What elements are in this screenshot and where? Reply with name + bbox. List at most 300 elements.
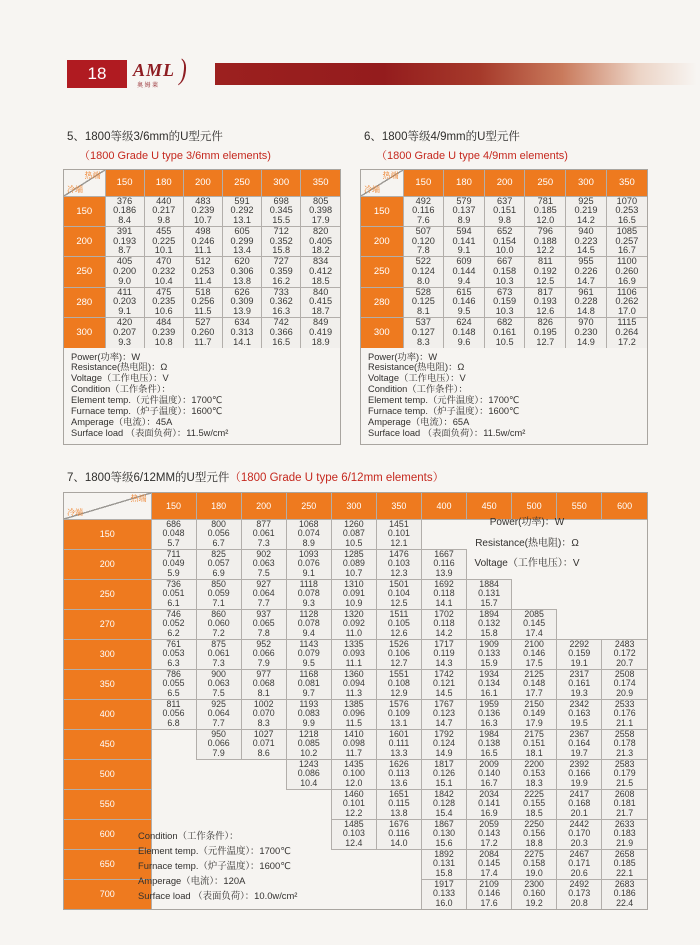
- data-cell: [566, 287, 607, 317]
- row-header: 280: [361, 287, 403, 317]
- cell-value: 0.066: [252, 648, 275, 659]
- cell-value: 0.141: [452, 235, 476, 246]
- data-cell: [262, 196, 301, 226]
- cell-value: 7.9: [212, 747, 225, 758]
- empty-cell: [241, 759, 286, 789]
- cell-value: 796: [537, 226, 553, 236]
- row-header: 500: [64, 759, 151, 789]
- data-cell: [301, 196, 340, 226]
- section-4-9mm-title: 6、1800等级4/9mm的U型元件: [364, 131, 520, 143]
- data-cell: [484, 287, 525, 317]
- cell-value: 1068: [298, 519, 319, 529]
- cell-value: 18.8: [525, 837, 543, 848]
- cell-value: 1526: [389, 639, 409, 649]
- conditions-note: [138, 828, 297, 903]
- cell-value: 9.3: [118, 336, 131, 347]
- data-cell: [301, 318, 340, 348]
- cell-value: 0.168: [568, 798, 591, 809]
- cell-value: 19.5: [570, 717, 588, 728]
- data-cell: [331, 699, 376, 729]
- data-cell: [144, 226, 183, 256]
- data-cell: [331, 609, 376, 639]
- data-cell: [484, 226, 525, 256]
- cold-end-label: 冷端: [364, 184, 380, 194]
- cell-value: 1894: [479, 609, 499, 619]
- data-cell: [602, 759, 647, 789]
- cell-value: 1551: [389, 669, 409, 679]
- cell-value: 1070: [616, 196, 638, 206]
- cell-value: 1100: [617, 256, 637, 267]
- cell-value: 9.0: [118, 275, 131, 286]
- cell-value: 0.262: [615, 296, 639, 307]
- data-cell: [606, 226, 647, 256]
- cell-value: 9.3: [302, 597, 315, 608]
- data-cell: [286, 669, 331, 699]
- data-cell: [525, 226, 566, 256]
- cell-value: 1984: [479, 729, 499, 739]
- cell-value: 673: [496, 287, 513, 297]
- footnote-line: Amperage（电流）：45A: [71, 417, 173, 427]
- cell-value: 1884: [479, 579, 499, 589]
- cell-value: 0.226: [574, 266, 598, 277]
- data-cell: [105, 226, 144, 256]
- cell-value: 7.8: [257, 627, 270, 638]
- empty-cell: [602, 579, 647, 609]
- cell-value: 13.6: [390, 777, 408, 788]
- cell-value: 12.7: [390, 657, 408, 668]
- data-cell: [444, 318, 485, 348]
- footnote-line: Resistance(热电阻)：Ω: [368, 362, 465, 373]
- section-3-6mm: [63, 128, 341, 445]
- data-cell: [444, 287, 485, 317]
- cell-value: 6.8: [167, 717, 180, 728]
- cell-value: 15.7: [480, 597, 498, 608]
- column-header: 550: [557, 493, 602, 519]
- cell-value: 2533: [614, 699, 635, 709]
- cell-value: 6.9: [212, 567, 225, 578]
- cell-value: 17.7: [525, 687, 543, 698]
- cell-value: 2392: [569, 759, 590, 769]
- cell-value: 1676: [389, 819, 409, 829]
- cell-value: 11.5: [345, 717, 363, 728]
- cell-value: 9.5: [457, 306, 471, 317]
- cell-value: 21.1: [616, 717, 634, 728]
- hot-end-label: 热端: [84, 171, 101, 180]
- data-cell: [376, 759, 421, 789]
- cell-value: 0.056: [162, 708, 185, 719]
- data-cell: [105, 257, 144, 287]
- data-cell: [444, 196, 485, 226]
- data-cell: [301, 257, 340, 287]
- cell-value: 800: [211, 519, 226, 529]
- cell-value: 7.3: [212, 657, 225, 668]
- hot-end-label: 热端: [130, 494, 147, 503]
- cell-value: 0.127: [411, 326, 435, 337]
- cell-value: 0.079: [297, 648, 320, 659]
- cell-value: 2125: [524, 669, 544, 679]
- cell-value: 527: [195, 317, 211, 328]
- cell-value: 1692: [434, 579, 454, 589]
- empty-cell: [331, 849, 376, 879]
- cell-value: 0.253: [615, 205, 639, 216]
- cell-value: 746: [166, 609, 181, 619]
- cell-value: 0.158: [523, 858, 546, 869]
- cell-value: 475: [156, 287, 172, 297]
- section-3-6mm-title: 5、1800等级3/6mm的U型元件: [67, 131, 223, 143]
- cell-value: 10.4: [300, 777, 318, 788]
- row-header: 350: [64, 669, 151, 699]
- cell-value: 605: [234, 226, 250, 236]
- cell-value: 0.158: [493, 266, 517, 277]
- table-row: [64, 789, 647, 819]
- cell-value: 925: [578, 196, 594, 206]
- cell-value: 0.141: [478, 798, 501, 809]
- cell-value: 609: [456, 256, 472, 267]
- data-cell: [421, 699, 466, 729]
- cell-value: 9.8: [157, 215, 171, 226]
- cell-value: 626: [234, 287, 250, 297]
- cell-value: 0.076: [297, 558, 320, 569]
- cell-value: 0.128: [433, 798, 456, 809]
- footnote-line: Element temp.（元件温度）：1700℃: [368, 395, 520, 406]
- cell-value: 0.057: [207, 558, 230, 569]
- cell-value: 825: [211, 549, 226, 559]
- cell-value: 0.120: [411, 235, 435, 246]
- cell-value: 2467: [569, 849, 590, 859]
- cell-value: 1842: [434, 789, 454, 799]
- cell-value: 0.151: [493, 205, 517, 216]
- cell-value: 811: [537, 256, 553, 267]
- empty-cell: [151, 789, 196, 819]
- section-3-6mm-subtitle: （1800 Grade U type 3/6mm elements): [79, 150, 271, 162]
- data-cell: [196, 669, 241, 699]
- cell-value: 0.049: [162, 558, 185, 569]
- cell-value: 6.5: [167, 687, 180, 698]
- cell-value: 14.5: [577, 245, 595, 256]
- cell-value: 0.174: [613, 678, 636, 689]
- cell-value: 0.163: [568, 708, 591, 719]
- cell-value: 13.9: [233, 306, 251, 317]
- cell-value: 0.246: [191, 235, 215, 246]
- cell-value: 10.0: [495, 245, 514, 256]
- cell-value: 0.113: [388, 768, 410, 779]
- data-cell: [421, 879, 466, 909]
- cell-value: 0.131: [433, 858, 456, 869]
- cell-value: 2417: [569, 789, 590, 799]
- cell-value: 2608: [614, 789, 635, 799]
- row-header: 150: [64, 196, 105, 226]
- cell-value: 11.4: [194, 275, 212, 286]
- cell-value: 13.3: [390, 747, 408, 758]
- column-header: 200: [484, 170, 525, 196]
- cell-value: 1360: [344, 669, 364, 679]
- cell-value: 391: [116, 226, 133, 236]
- data-cell: [606, 257, 647, 287]
- data-cell: [376, 729, 421, 759]
- column-header: 200: [241, 493, 286, 519]
- condition-line: Element temp.（元件温度）：1700℃: [138, 845, 291, 856]
- cell-value: 2250: [524, 819, 544, 829]
- data-cell: [512, 789, 557, 819]
- cell-value: 0.134: [478, 678, 501, 689]
- cell-value: 637: [496, 196, 513, 206]
- data-cell: [525, 318, 566, 348]
- data-cell: [241, 609, 286, 639]
- cell-value: 877: [256, 519, 272, 529]
- data-cell: [301, 287, 340, 317]
- row-header: 250: [64, 579, 151, 609]
- data-cell: [286, 699, 331, 729]
- cell-value: 0.313: [230, 326, 254, 337]
- cell-value: 12.2: [536, 245, 555, 256]
- table-row: [361, 257, 647, 287]
- condition-line: Furnace temp.（炉子温度）：1600℃: [138, 860, 291, 871]
- data-cell: [557, 699, 602, 729]
- data-cell: [183, 226, 222, 256]
- row-header: 200: [64, 226, 105, 256]
- cell-value: 1792: [434, 729, 454, 739]
- row-header: 150: [64, 519, 151, 549]
- data-cell: [602, 789, 647, 819]
- cell-value: 0.138: [478, 738, 501, 749]
- footnote-line: Surface load （表面负荷）：11.5w/cm²: [71, 427, 229, 438]
- cell-value: 711: [166, 549, 181, 559]
- data-cell: [286, 549, 331, 579]
- column-header: 300: [331, 493, 376, 519]
- table-row: [361, 226, 647, 256]
- data-cell: [467, 609, 512, 639]
- data-cell: [602, 669, 647, 699]
- cell-value: 712: [273, 226, 289, 236]
- data-cell: [331, 819, 376, 849]
- cell-value: 0.130: [433, 828, 456, 839]
- cell-value: 2558: [614, 729, 635, 739]
- data-cell: [151, 579, 196, 609]
- cell-value: 18.7: [311, 306, 330, 317]
- table-row: [64, 196, 340, 226]
- data-cell: [444, 226, 485, 256]
- cell-value: 0.074: [297, 528, 320, 539]
- cell-value: 15.8: [272, 245, 291, 256]
- cell-value: 2683: [614, 879, 635, 889]
- data-cell: [606, 287, 647, 317]
- cell-value: 1767: [434, 699, 454, 709]
- cell-value: 0.239: [152, 326, 176, 337]
- cell-value: 1717: [434, 639, 454, 649]
- cell-value: 1320: [344, 609, 364, 619]
- cell-value: 0.183: [613, 828, 636, 839]
- data-cell: [525, 257, 566, 287]
- header-gradient-bar: [215, 63, 697, 85]
- data-cell: [421, 789, 466, 819]
- cell-value: 0.178: [613, 738, 636, 749]
- cell-value: 0.145: [478, 858, 501, 869]
- cell-value: 7.5: [212, 687, 225, 698]
- footnote-line: Furnace temp.（炉子温度）：1600℃: [368, 406, 520, 417]
- data-cell: [196, 639, 241, 669]
- cell-value: 1218: [298, 729, 319, 739]
- column-header: 250: [525, 170, 566, 196]
- cell-value: 0.161: [493, 326, 517, 337]
- data-cell: [241, 669, 286, 699]
- cell-value: 13.4: [233, 245, 251, 256]
- cell-value: 17.6: [480, 898, 498, 909]
- cell-value: 17.0: [617, 306, 636, 317]
- column-header: 350: [606, 170, 647, 196]
- cell-value: 537: [415, 317, 431, 328]
- cell-value: 19.7: [570, 747, 588, 758]
- cell-value: 15.8: [480, 627, 498, 638]
- data-cell: [602, 849, 647, 879]
- data-cell: [484, 257, 525, 287]
- empty-cell: [557, 609, 602, 639]
- footnote-line: Voltage（工作电压）：V: [71, 373, 169, 384]
- cell-value: 1143: [299, 639, 319, 649]
- cell-value: 0.164: [568, 738, 591, 749]
- table-6-12mm: [63, 492, 648, 910]
- cell-value: 0.179: [613, 768, 636, 779]
- data-cell: [525, 287, 566, 317]
- cell-value: 1817: [434, 759, 454, 769]
- row-header: 300: [64, 639, 151, 669]
- cell-value: 0.133: [433, 888, 456, 899]
- cell-value: 13.9: [435, 567, 453, 578]
- cell-value: 950: [211, 729, 226, 739]
- cell-value: 2300: [524, 879, 544, 889]
- cell-value: 0.352: [269, 235, 293, 246]
- table-footnotes: [361, 348, 647, 444]
- data-cell: [151, 699, 196, 729]
- cell-value: 11.0: [345, 627, 363, 638]
- data-cell: [241, 579, 286, 609]
- cell-value: 12.6: [536, 306, 555, 317]
- cell-value: 0.078: [297, 588, 320, 599]
- cell-value: 7.8: [416, 245, 430, 256]
- cell-value: 7.9: [257, 657, 270, 668]
- cell-value: 9.5: [302, 657, 315, 668]
- column-header: 150: [105, 170, 144, 196]
- cell-value: 13.1: [233, 215, 251, 226]
- cell-value: 16.7: [617, 245, 636, 256]
- data-cell: [151, 549, 196, 579]
- data-cell: [602, 879, 647, 909]
- cell-value: 6.7: [212, 537, 225, 548]
- cell-value: 9.7: [302, 687, 315, 698]
- cell-value: 0.137: [452, 205, 476, 216]
- cell-value: 0.131: [478, 588, 501, 599]
- data-cell: [467, 699, 512, 729]
- data-cell: [421, 819, 466, 849]
- cell-value: 17.9: [311, 215, 330, 226]
- footnote-line: Power(功率)：W: [368, 351, 438, 362]
- cell-value: 9.9: [302, 717, 315, 728]
- data-cell: [105, 287, 144, 317]
- cell-value: 1451: [389, 519, 409, 529]
- data-cell: [602, 699, 647, 729]
- cell-value: 12.0: [536, 215, 555, 226]
- cell-value: 10.7: [345, 567, 363, 578]
- row-header: 300: [361, 318, 403, 348]
- cold-end-label: 冷端: [67, 507, 83, 517]
- empty-cell: [196, 789, 241, 819]
- cell-value: 0.155: [523, 798, 546, 809]
- data-cell: [376, 519, 421, 549]
- data-cell: [286, 639, 331, 669]
- cell-value: 15.1: [435, 777, 453, 788]
- cell-value: 6.1: [167, 597, 180, 608]
- cell-value: 16.0: [435, 898, 453, 909]
- cell-value: 1959: [479, 699, 499, 709]
- row-header: 200: [361, 226, 403, 256]
- row-header: 250: [361, 257, 403, 287]
- column-header: 350: [301, 170, 340, 196]
- cell-value: 0.146: [523, 648, 546, 659]
- cell-value: 18.9: [311, 336, 330, 347]
- cell-value: 7.1: [212, 597, 225, 608]
- cell-value: 1085: [616, 226, 638, 236]
- table-row: [64, 609, 647, 639]
- cell-value: 0.083: [297, 708, 320, 719]
- footnote-line: Power(功率)：W: [71, 351, 141, 362]
- table-row: [64, 669, 647, 699]
- data-cell: [144, 287, 183, 317]
- cell-value: 0.166: [568, 768, 591, 779]
- cell-value: 1651: [389, 789, 409, 799]
- cell-value: 18.5: [525, 807, 543, 818]
- cell-value: 7.7: [212, 717, 225, 728]
- column-header: 180: [196, 493, 241, 519]
- cell-value: 849: [312, 317, 329, 328]
- cell-value: 1601: [389, 729, 409, 739]
- cell-value: 20.1: [570, 807, 588, 818]
- cell-value: 1168: [299, 669, 319, 679]
- cell-value: 10.3: [495, 306, 514, 317]
- cell-value: 14.5: [435, 687, 453, 698]
- cell-value: 14.2: [577, 215, 595, 226]
- cell-value: 952: [256, 639, 272, 649]
- cell-value: 376: [116, 196, 133, 206]
- cell-value: 18.3: [525, 777, 543, 788]
- data-cell: [602, 639, 647, 669]
- cell-value: 1917: [434, 879, 454, 889]
- brand-logo-swoosh-icon: ): [179, 53, 187, 86]
- cell-value: 0.185: [613, 858, 636, 869]
- cell-value: 16.5: [272, 336, 291, 347]
- cell-value: 591: [234, 196, 250, 206]
- cell-value: 1335: [344, 639, 364, 649]
- cell-value: 0.068: [252, 678, 275, 689]
- row-header: 650: [64, 849, 151, 879]
- cell-value: 20.6: [570, 867, 588, 878]
- data-cell: [566, 318, 607, 348]
- cell-value: 875: [211, 639, 226, 649]
- cell-value: 0.366: [269, 326, 293, 337]
- data-cell: [403, 318, 444, 348]
- data-grid: [64, 170, 340, 348]
- cell-value: 0.160: [523, 888, 546, 899]
- cell-value: 21.3: [616, 747, 634, 758]
- cell-value: 14.1: [435, 597, 453, 608]
- data-cell: [557, 879, 602, 909]
- cell-value: 1460: [344, 789, 364, 799]
- cell-value: 12.1: [390, 537, 408, 548]
- cell-value: 850: [211, 579, 226, 589]
- cell-value: 17.4: [525, 627, 543, 638]
- cell-value: 16.9: [480, 807, 498, 818]
- data-cell: [512, 819, 557, 849]
- brand-logo-text: AML: [133, 60, 176, 80]
- cell-value: 0.188: [533, 235, 557, 246]
